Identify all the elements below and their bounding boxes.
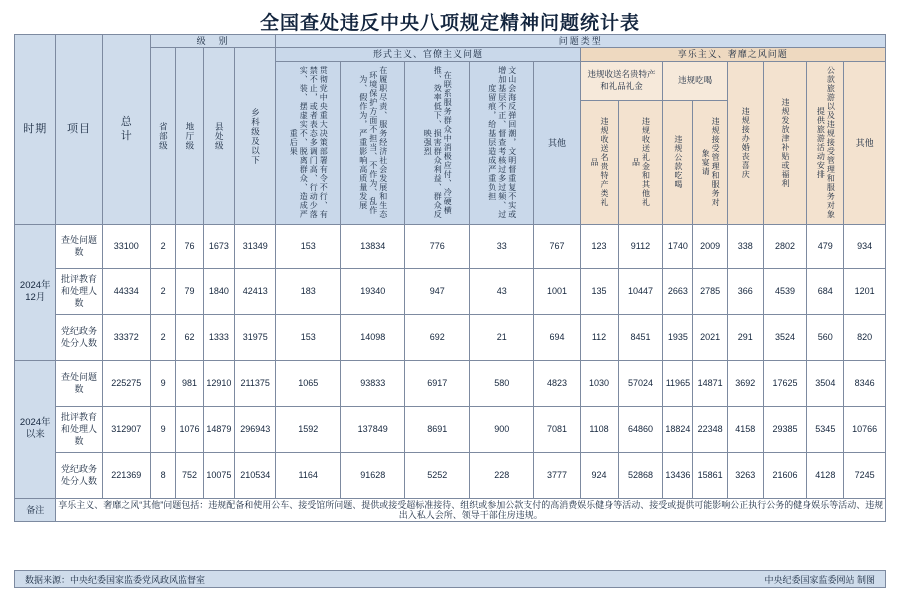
header-level-diting: 地厅级 [176, 48, 204, 224]
cell-formalism-3: 947 [405, 268, 470, 314]
cell-banquet-2: 2021 [693, 314, 728, 360]
cell-banquet-2: 2009 [693, 224, 728, 268]
row-item-label: 查处问题数 [56, 360, 102, 406]
cell-total: 221369 [102, 452, 150, 498]
cell-banquet-1: 13436 [663, 452, 693, 498]
cell-wedding: 338 [727, 224, 763, 268]
cell-subsidy: 3524 [763, 314, 807, 360]
cell-total: 33100 [102, 224, 150, 268]
page-title: 全国查处违反中央八项规定精神问题统计表 [259, 13, 640, 34]
table-row [15, 406, 886, 452]
cell-wedding: 3263 [727, 452, 763, 498]
statistics-table [14, 34, 886, 522]
cell-banquet-1: 18824 [663, 406, 693, 452]
cell-formalism-other: 4823 [534, 360, 580, 406]
table-row [15, 268, 886, 314]
cell-formalism-4: 43 [469, 268, 534, 314]
footer-source: 数据来源：中央纪委国家监委党风政风监督室 [25, 574, 206, 585]
cell-gift-1: 123 [580, 224, 618, 268]
header-level-sheng: 省部级 [150, 48, 175, 224]
cell-diting: 62 [176, 314, 204, 360]
header-problem-type-group: 问题类型 [276, 35, 886, 48]
cell-formalism-3: 6917 [405, 360, 470, 406]
cell-formalism-2: 137849 [340, 406, 405, 452]
cell-gift-2: 57024 [618, 360, 663, 406]
cell-formalism-4: 228 [469, 452, 534, 498]
cell-gift-1: 135 [580, 268, 618, 314]
cell-sheng: 9 [150, 360, 175, 406]
cell-formalism-2: 93833 [340, 360, 405, 406]
cell-xiangke: 31349 [234, 224, 275, 268]
cell-travel: 3504 [807, 360, 844, 406]
cell-formalism-1: 153 [276, 314, 341, 360]
cell-formalism-other: 7081 [534, 406, 580, 452]
note-text: 享乐主义、奢靡之风“其他”问题包括：违规配备和使用公车、接受馆所问题、提供或接受超标准接待、组织或参加公款支付的高消费娱乐健身等活动、接受或提供可能影响公正执行公务的健身娱乐等活动、违规出入私人会所、领导干部住房违规。 [56, 498, 886, 522]
header-period: 时期 [15, 35, 56, 225]
cell-sheng: 2 [150, 268, 175, 314]
cell-formalism-4: 580 [469, 360, 534, 406]
cell-gift-2: 9112 [618, 224, 663, 268]
cell-total: 225275 [102, 360, 150, 406]
row-item-label: 党纪政务处分人数 [56, 452, 102, 498]
cell-xianchu: 10075 [203, 452, 234, 498]
cell-hedonism-other: 7245 [844, 452, 886, 498]
cell-banquet-2: 2785 [693, 268, 728, 314]
cell-total: 33372 [102, 314, 150, 360]
header-total: 总 计 [102, 35, 150, 225]
cell-banquet-1: 1740 [663, 224, 693, 268]
cell-subsidy: 2802 [763, 224, 807, 268]
cell-gift-2: 52868 [618, 452, 663, 498]
cell-gift-2: 10447 [618, 268, 663, 314]
header-level-xianchu: 县处级 [203, 48, 234, 224]
cell-subsidy: 4539 [763, 268, 807, 314]
row-item-label: 党纪政务处分人数 [56, 314, 102, 360]
header-gift-col-1: 违规收送名贵特产类礼品 [580, 100, 618, 224]
cell-diting: 1076 [176, 406, 204, 452]
cell-xianchu: 1333 [203, 314, 234, 360]
header-level-group: 级 别 [150, 35, 276, 48]
cell-gift-1: 1030 [580, 360, 618, 406]
header-travel-col: 公款旅游以及违规接受管理和服务对象提供旅游活动安排 [807, 61, 844, 224]
cell-hedonism-other: 1201 [844, 268, 886, 314]
cell-xiangke: 211375 [234, 360, 275, 406]
cell-formalism-3: 776 [405, 224, 470, 268]
cell-banquet-1: 11965 [663, 360, 693, 406]
cell-subsidy: 21606 [763, 452, 807, 498]
row-item-label: 查处问题数 [56, 224, 102, 268]
cell-wedding: 4158 [727, 406, 763, 452]
cell-xiangke: 210534 [234, 452, 275, 498]
cell-travel: 560 [807, 314, 844, 360]
cell-banquet-1: 1935 [663, 314, 693, 360]
cell-formalism-4: 21 [469, 314, 534, 360]
cell-sheng: 2 [150, 224, 175, 268]
header-item: 项目 [56, 35, 102, 225]
cell-gift-1: 924 [580, 452, 618, 498]
cell-wedding: 3692 [727, 360, 763, 406]
cell-formalism-2: 91628 [340, 452, 405, 498]
cell-formalism-1: 1592 [276, 406, 341, 452]
cell-travel: 479 [807, 224, 844, 268]
footer-credit: 中央纪委国家监委网站 制图 [764, 574, 875, 585]
table-row [15, 314, 886, 360]
header-formalism-col-3: 在联系服务群众中消极应付、冷硬横推、效率低下、损害群众利益、群众反映强烈 [405, 61, 470, 224]
cell-travel: 684 [807, 268, 844, 314]
header-formalism-col-1: 贯彻党中央重大决策部署有令不行、有禁不止，或者表态多调门高、行动少落实、装、摆虚实不、脱离群众、造成严重后果 [276, 61, 341, 224]
cell-formalism-other: 3777 [534, 452, 580, 498]
cell-formalism-1: 183 [276, 268, 341, 314]
table-header-row-1 [15, 35, 886, 48]
cell-formalism-3: 5252 [405, 452, 470, 498]
cell-formalism-2: 19340 [340, 268, 405, 314]
cell-gift-2: 64860 [618, 406, 663, 452]
cell-xianchu: 12910 [203, 360, 234, 406]
cell-xianchu: 1673 [203, 224, 234, 268]
cell-formalism-3: 8691 [405, 406, 470, 452]
header-formalism-col-other: 其他 [534, 61, 580, 224]
header-gift-col-2: 违规收送礼金和其他礼品 [618, 100, 663, 224]
header-subsidy-col: 违规发放津补贴或福利 [763, 61, 807, 224]
table-row [15, 360, 886, 406]
cell-xianchu: 14879 [203, 406, 234, 452]
row-item-label: 批评教育和处理人数 [56, 406, 102, 452]
cell-hedonism-other: 934 [844, 224, 886, 268]
header-hedonism-other-col: 其他 [844, 61, 886, 224]
cell-travel: 5345 [807, 406, 844, 452]
header-formalism-col-2: 在履职尽责、服务经济社会发展和生态环境保护方面不担当、不作为、乱作为、假作为，严重影响高质量发展 [340, 61, 405, 224]
cell-formalism-2: 13834 [340, 224, 405, 268]
cell-hedonism-other: 820 [844, 314, 886, 360]
cell-xiangke: 31975 [234, 314, 275, 360]
cell-formalism-2: 14098 [340, 314, 405, 360]
note-row [15, 498, 886, 522]
cell-diting: 752 [176, 452, 204, 498]
cell-total: 44334 [102, 268, 150, 314]
cell-gift-1: 1108 [580, 406, 618, 452]
cell-hedonism-other: 8346 [844, 360, 886, 406]
note-label: 备注 [15, 498, 56, 522]
period-label: 2024年以来 [15, 360, 56, 498]
cell-banquet-2: 14871 [693, 360, 728, 406]
cell-xianchu: 1840 [203, 268, 234, 314]
table-row [15, 224, 886, 268]
header-banquet-group: 违规吃喝 [663, 61, 727, 100]
cell-travel: 4128 [807, 452, 844, 498]
cell-banquet-1: 2663 [663, 268, 693, 314]
cell-sheng: 9 [150, 406, 175, 452]
cell-wedding: 366 [727, 268, 763, 314]
row-item-label: 批评教育和处理人数 [56, 268, 102, 314]
cell-banquet-2: 15861 [693, 452, 728, 498]
header-hedonism-group: 享乐主义、奢靡之风问题 [580, 48, 885, 61]
cell-banquet-2: 22348 [693, 406, 728, 452]
cell-gift-2: 8451 [618, 314, 663, 360]
cell-subsidy: 29385 [763, 406, 807, 452]
cell-gift-1: 112 [580, 314, 618, 360]
cell-formalism-1: 1065 [276, 360, 341, 406]
cell-diting: 981 [176, 360, 204, 406]
table-row [15, 452, 886, 498]
cell-formalism-other: 694 [534, 314, 580, 360]
header-banquet-col-1: 违规公款吃喝 [663, 100, 693, 224]
cell-formalism-1: 1164 [276, 452, 341, 498]
header-gift-group: 违规收送名贵特产和礼品礼金 [580, 61, 663, 100]
header-banquet-col-2: 违规接受管理和服务对象宴请 [693, 100, 728, 224]
cell-sheng: 8 [150, 452, 175, 498]
header-level-xiangke: 乡科级及以下 [234, 48, 275, 224]
period-label: 2024年12月 [15, 224, 56, 360]
cell-wedding: 291 [727, 314, 763, 360]
cell-xiangke: 296943 [234, 406, 275, 452]
cell-formalism-4: 33 [469, 224, 534, 268]
cell-hedonism-other: 10766 [844, 406, 886, 452]
header-wedding-col: 违规接办婚丧喜庆 [727, 61, 763, 224]
cell-sheng: 2 [150, 314, 175, 360]
header-formalism-col-4: 文山会海反弹回潮，文明督重复不实或增加基层不正、督查考核过多过频、过度留痕，给基层造成严重负担 [469, 61, 534, 224]
cell-diting: 76 [176, 224, 204, 268]
cell-formalism-other: 1001 [534, 268, 580, 314]
cell-formalism-other: 767 [534, 224, 580, 268]
cell-total: 312907 [102, 406, 150, 452]
cell-subsidy: 17625 [763, 360, 807, 406]
table-footer [14, 570, 886, 588]
cell-formalism-4: 900 [469, 406, 534, 452]
cell-formalism-1: 153 [276, 224, 341, 268]
cell-formalism-3: 692 [405, 314, 470, 360]
header-formalism-group: 形式主义、官僚主义问题 [276, 48, 580, 61]
cell-xiangke: 42413 [234, 268, 275, 314]
cell-diting: 79 [176, 268, 204, 314]
